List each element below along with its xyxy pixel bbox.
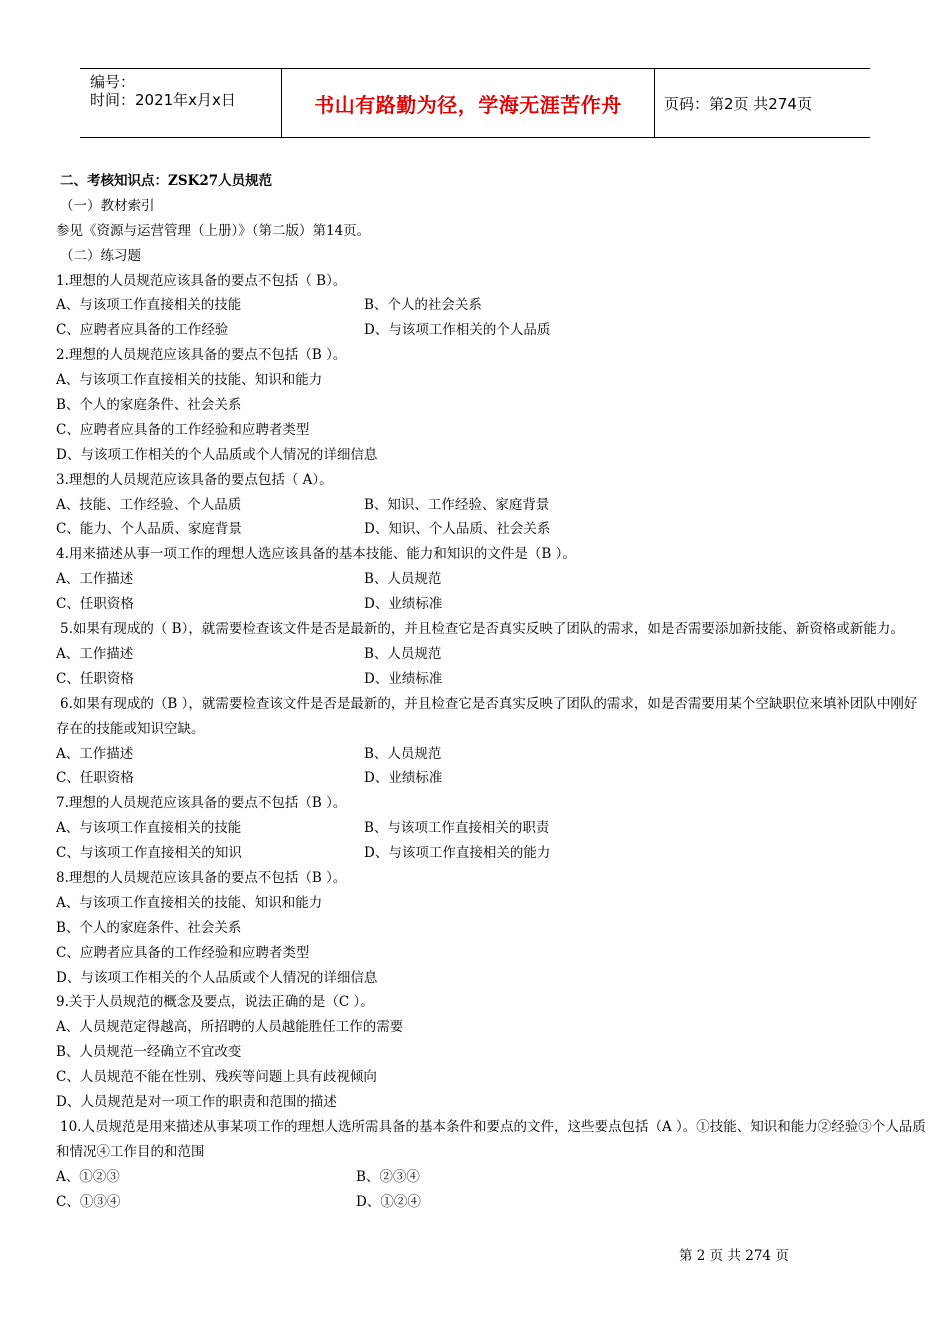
option-d: D、业绩标准: [364, 670, 443, 687]
option-d: D、业绩标准: [364, 770, 443, 787]
option-row: [56, 1190, 926, 1215]
option-c: C、应聘者应具备的工作经验: [56, 322, 229, 339]
question-8: 8.理想的人员规范应该具备的要点不包括（B ）。: [56, 869, 347, 886]
option-row: [56, 766, 926, 791]
option-b: B、人员规范一经确立不宜改变: [56, 1044, 242, 1061]
option-a: A、与该项工作直接相关的技能、知识和能力: [56, 372, 323, 389]
question-9: 9.关于人员规范的概念及要点，说法正确的是（C ）。: [56, 994, 374, 1011]
question-2: 2.理想的人员规范应该具备的要点不包括（B ）。: [56, 347, 347, 364]
option-d: D、与该项工作相关的个人品质或个人情况的详细信息: [56, 969, 378, 986]
option-a: A、①②③: [56, 1168, 120, 1185]
option-row: [56, 841, 926, 866]
option-b: B、人员规范: [364, 745, 442, 762]
option-c: C、任职资格: [56, 670, 134, 687]
option-a: A、工作描述: [56, 571, 134, 588]
subsection-exercises: （二）练习题: [60, 247, 141, 264]
option-b: B、与该项工作直接相关的职责: [364, 820, 550, 837]
option-a: A、与该项工作直接相关的技能: [56, 297, 242, 314]
document-body: [56, 169, 926, 1214]
option-c: C、应聘者应具备的工作经验和应聘者类型: [56, 421, 310, 438]
option-b: B、个人的家庭条件、社会关系: [56, 919, 242, 936]
option-d: D、业绩标准: [364, 596, 443, 613]
question-3: 3.理想的人员规范应该具备的要点包括（ A）。: [56, 471, 333, 488]
option-row: [56, 1165, 926, 1190]
option-row: [56, 742, 926, 767]
option-a: A、工作描述: [56, 745, 134, 762]
question-5: 5.如果有现成的（ B），就需要检查该文件是否是最新的，并且检查它是否真实反映了团队的需求，如是否需要添加新技能、新资格或新能力。: [60, 621, 904, 638]
option-row: [56, 592, 926, 617]
option-a: A、与该项工作直接相关的技能: [56, 820, 242, 837]
option-b: B、个人的家庭条件、社会关系: [56, 397, 242, 414]
option-a: A、工作描述: [56, 645, 134, 662]
option-row: [56, 493, 926, 518]
option-c: C、应聘者应具备的工作经验和应聘者类型: [56, 944, 310, 961]
section-title: 二、考核知识点：ZSK27人员规范: [60, 173, 273, 189]
option-c: C、任职资格: [56, 770, 134, 787]
option-row: [56, 293, 926, 318]
option-row: [56, 816, 926, 841]
question-6: 6.如果有现成的（B ），就需要检查该文件是否是最新的，并且检查它是否真实反映了团队的需求，如是否需要用某个空缺职位来填补团队中刚好存在的技能或知识空缺。: [56, 695, 918, 737]
page-label: 页码：第2页 共274页: [664, 94, 812, 113]
date-label: 时间：2021年x月x日: [90, 91, 236, 109]
header-motto-cell: [282, 69, 655, 137]
number-label: 编号：: [90, 73, 136, 91]
page-footer: 第 2 页 共 274 页: [679, 1248, 789, 1264]
option-row: [56, 517, 926, 542]
option-c: C、人员规范不能在性别、残疾等问题上具有歧视倾向: [56, 1069, 377, 1086]
option-row: [56, 567, 926, 592]
question-7: 7.理想的人员规范应该具备的要点不包括（B ）。: [56, 795, 347, 812]
option-d: D、①②④: [356, 1193, 421, 1210]
motto: 书山有路勤为径，学海无涯苦作舟: [314, 92, 622, 117]
subsection-textbook: （一）教材索引: [60, 197, 155, 214]
option-d: D、与该项工作相关的个人品质或个人情况的详细信息: [56, 446, 378, 463]
option-row: [56, 642, 926, 667]
option-c: C、①③④: [56, 1193, 121, 1210]
option-b: B、②③④: [356, 1168, 420, 1185]
option-row: [56, 667, 926, 692]
option-d: D、与该项工作相关的个人品质: [364, 322, 551, 339]
question-1: 1.理想的人员规范应该具备的要点不包括（ B）。: [56, 272, 347, 289]
question-10: 10.人员规范是用来描述从事某项工作的理想人选所需具备的基本条件和要点的文件，这些要点包括（A ）。①技能、知识和能力②经验③个人品质和情况④工作目的和范围: [56, 1118, 926, 1160]
document-header: [80, 68, 870, 138]
option-c: C、能力、个人品质、家庭背景: [56, 521, 242, 538]
header-left-cell: [80, 69, 282, 137]
option-row: [56, 318, 926, 343]
option-b: B、个人的社会关系: [364, 297, 482, 314]
option-a: A、与该项工作直接相关的技能、知识和能力: [56, 894, 323, 911]
option-b: B、知识、工作经验、家庭背景: [364, 496, 550, 513]
option-d: D、与该项工作直接相关的能力: [364, 845, 551, 862]
header-page-cell: [655, 69, 870, 137]
option-d: D、人员规范是对一项工作的职责和范围的描述: [56, 1094, 337, 1110]
option-b: B、人员规范: [364, 645, 442, 662]
option-d: D、知识、个人品质、社会关系: [364, 521, 551, 538]
option-c: C、与该项工作直接相关的知识: [56, 845, 242, 862]
option-b: B、人员规范: [364, 571, 442, 588]
option-a: A、技能、工作经验、个人品质: [56, 496, 242, 513]
reference-line: 参见《资源与运营管理（上册）》（第二版）第14页。: [56, 222, 371, 239]
question-4: 4.用来描述从事一项工作的理想人选应该具备的基本技能、能力和知识的文件是（B ）。: [56, 546, 576, 563]
option-c: C、任职资格: [56, 596, 134, 613]
option-a: A、人员规范定得越高，所招聘的人员越能胜任工作的需要: [56, 1019, 404, 1036]
